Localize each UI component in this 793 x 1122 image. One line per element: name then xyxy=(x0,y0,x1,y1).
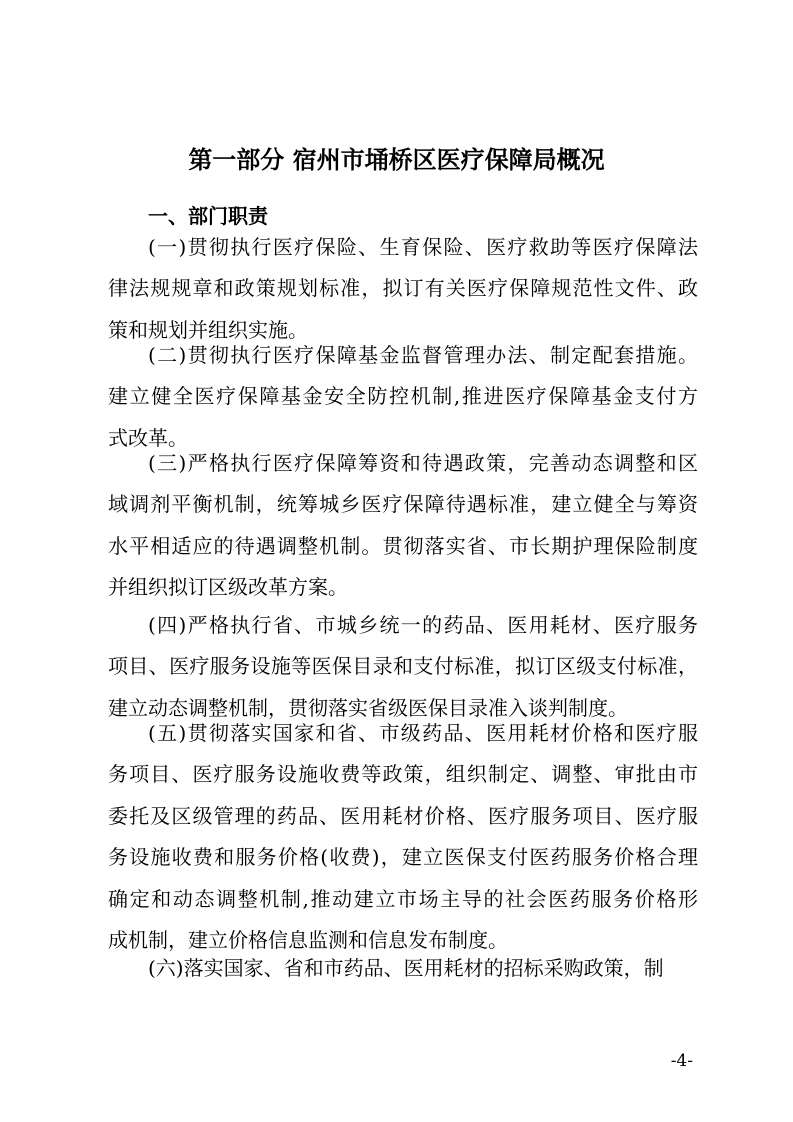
section-heading: 一、部门职责 xyxy=(148,204,268,228)
paragraph-line: 式改革。 xyxy=(108,425,188,450)
paragraph-line: (四)严格执行省、市城乡统一的药品、医用耗材、医疗服务 xyxy=(148,613,698,637)
paragraph-line: 律法规规章和政策规划标准，拟订有关医疗保障规范性文件、政 xyxy=(108,276,698,301)
paragraph-line: (五)贯彻落实国家和省、市级药品、医用耗材价格和医疗服 xyxy=(148,721,698,745)
paragraph-line: 确定和动态调整机制,推动建立市场主导的社会医药服务价格形 xyxy=(108,886,698,911)
paragraph-line: 务项目、医疗服务设施收费等政策，组织制定、调整、审批由市 xyxy=(108,762,698,787)
paragraph-line: 委托及区级管理的药品、医用耗材价格、医疗服务项目、医疗服 xyxy=(108,803,698,828)
paragraph-line: 水平相适应的待遇调整机制。贯彻落实省、市长期护理保险制度 xyxy=(108,533,698,558)
paragraph-line: (二)贯彻执行医疗保障基金监督管理办法、制定配套措施。 xyxy=(148,343,698,367)
paragraph-line: 并组织拟订区级改革方案。 xyxy=(108,575,348,600)
paragraph-3 xyxy=(108,443,698,609)
paragraph-line: (六)落实国家、省和市药品、医用耗材的招标采购政策，制 xyxy=(148,956,664,980)
paragraph-line: (一)贯彻执行医疗保险、生育保险、医疗救助等医疗保障法 xyxy=(148,235,698,259)
paragraph-line: 域调剂平衡机制，统筹城乡医疗保障待遇标准，建立健全与筹资 xyxy=(108,492,698,517)
page-title: 第一部分 宿州市埇桥区医疗保障局概况 xyxy=(188,146,605,174)
paragraph-5 xyxy=(108,713,698,961)
paragraph-6 xyxy=(108,948,698,989)
paragraph-line: 建立健全医疗保障基金安全防控机制,推进医疗保障基金支付方 xyxy=(108,384,698,409)
paragraph-line: 建立动态调整机制，贯彻落实省级医保目录准入谈判制度。 xyxy=(108,695,628,720)
paragraph-line: 策和规划并组织实施。 xyxy=(108,317,308,342)
paragraph-line: 务设施收费和服务价格(收费)，建立医保支付医药服务价格合理 xyxy=(108,845,698,870)
paragraph-1 xyxy=(108,227,698,351)
paragraph-line: 成机制，建立价格信息监测和信息发布制度。 xyxy=(108,927,508,952)
paragraph-2 xyxy=(108,335,698,459)
page-number: -4- xyxy=(670,1051,693,1071)
paragraph-4 xyxy=(108,605,698,729)
paragraph-line: (三)严格执行医疗保障筹资和待遇政策，完善动态调整和区 xyxy=(148,451,698,475)
paragraph-line: 项目、医疗服务设施等医保目录和支付标准，拟订区级支付标准， xyxy=(108,654,698,679)
